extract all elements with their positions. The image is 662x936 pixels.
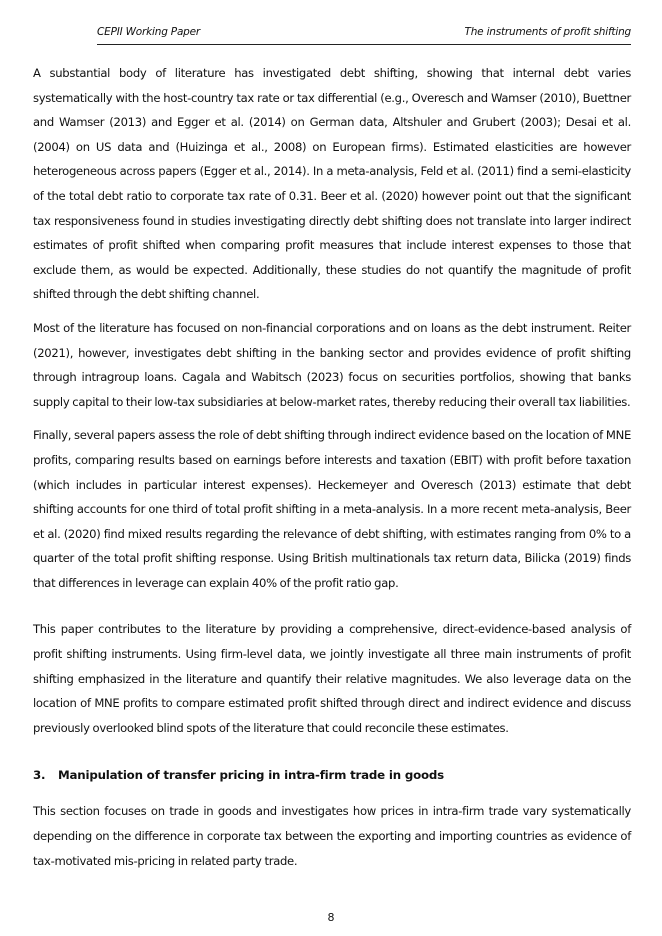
running-header — [97, 24, 631, 45]
header-paper-title: The instruments of profit shifting — [464, 26, 631, 38]
section-title: Manipulation of transfer pricing in intra-firm trade in goods — [58, 768, 444, 783]
section-heading — [33, 763, 631, 787]
header-journal-title: CEPII Working Paper — [97, 26, 201, 38]
page-body — [33, 61, 631, 873]
section-number: 3. — [33, 768, 46, 783]
paragraph-debt-shifting-literature: A substantial body of literature has investigated debt shifting, showing that internal debt varies systematically with the host-country tax rate or tax differential (e.g., Overesch and Wamser (2010), Buettner and Wamser (2013) and Egger et al. (2014) on German data, Altshuler and Grubert (2003); Desai et al. (2004) on US data and (Huizinga et al., 2008) on European firms). Estimated elasticities are however heterogeneous across papers (Egger et al., 2014). In a meta-analysis, Feld et al. (2011) find a semi-elasticity of the total debt ratio to corporate tax rate of 0.31. Beer et al. (2020) however point out that the significant tax responsiveness found in studies investigating directly debt shifting does not translate into larger indirect estimates of profit shifted when comparing profit measures that include interest expenses to those that exclude them, as would be expected. Additionally, these studies do not quantify the magnitude of profit shifted through the debt shifting channel. — [33, 66, 631, 302]
paragraph-contribution: This paper contributes to the literature by providing a comprehensive, direct-evidence-based analysis of profit shifting instruments. Using firm-level data, we jointly investigate all three main instruments of profit shifting emphasized in the literature and quantify their relative magnitudes. We also leverage data on the location of MNE profits to compare estimated profit shifted through direct and indirect evidence and discuss previously overlooked blind spots of the literature that could reconcile these estimates. — [33, 622, 631, 735]
paragraph-section-intro: This section focuses on trade in goods and investigates how prices in intra-firm trade vary systematically depending on the difference in corporate tax between the exporting and importing countries as evidence of tax-motivated mis-pricing in related party trade. — [33, 804, 631, 868]
paragraph-non-financial-corporations: Most of the literature has focused on non-financial corporations and on loans as the debt instrument. Reiter (2021), however, investigates debt shifting in the banking sector and provides evidence of profit shifting through intragroup loans. Cagala and Wabitsch (2023) focus on securities portfolios, showing that banks supply capital to their low-tax subsidiaries at below-market rates, thereby reducing their overall tax liabilities. — [33, 320, 631, 409]
page-number: 8 — [327, 911, 335, 924]
paragraph-indirect-evidence: Finally, several papers assess the role of debt shifting through indirect evidence based on the location of MNE profits, comparing results based on earnings before interests and taxation (EBIT) with profit before taxation (which includes in particular interest expenses). Heckemeyer and Overesch (2013) estimate that debt shifting accounts for one third of total profit shifting in a meta-analysis. In a more recent meta-analysis, Beer et al. (2020) find mixed results regarding the relevance of debt shifting, with estimates ranging from 0% to a quarter of the total profit shifting response. Using British multinationals tax return data, Bilicka (2019) finds that differences in leverage can explain 40% of the profit ratio gap. — [33, 428, 631, 590]
